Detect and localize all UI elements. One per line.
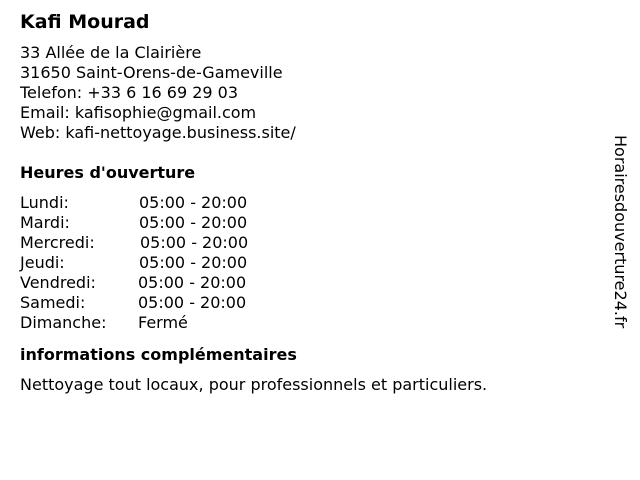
day-label: Lundi:	[20, 193, 69, 212]
address-line-2: 31650 Saint-Orens-de-Gameville	[20, 63, 283, 82]
time-value: 05:00 - 20:00	[140, 233, 249, 252]
time-value: 05:00 - 20:00	[139, 193, 248, 212]
hours-row-wednesday	[20, 233, 610, 253]
business-card	[20, 10, 610, 395]
day-label: Jeudi:	[20, 253, 65, 272]
hours-row-thursday	[20, 253, 610, 273]
time-value: 05:00 - 20:00	[139, 213, 248, 232]
address-line-1: 33 Allée de la Clairière	[20, 43, 202, 62]
phone-line[interactable]: Telefon: +33 6 16 69 29 03	[20, 83, 239, 102]
hours-row-sunday	[20, 313, 610, 333]
day-label: Mercredi:	[20, 233, 95, 252]
opening-hours-table	[20, 193, 610, 333]
time-value: 05:00 - 20:00	[138, 293, 247, 312]
hours-row-friday	[20, 273, 610, 293]
additional-info-title: informations complémentaires	[20, 345, 297, 364]
hours-row-monday	[20, 193, 610, 213]
opening-hours-title: Heures d'ouverture	[20, 163, 196, 182]
day-label: Mardi:	[20, 213, 70, 232]
time-value: 05:00 - 20:00	[138, 273, 247, 292]
side-brand-watermark: Horairesdouverture24.fr	[611, 135, 630, 329]
hours-row-saturday	[20, 293, 610, 313]
day-label: Vendredi:	[20, 273, 96, 292]
website-line[interactable]: Web: kafi-nettoyage.business.site/	[20, 123, 296, 142]
day-label: Samedi:	[20, 293, 86, 312]
business-name: Kafi Mourad	[20, 11, 150, 33]
time-value: 05:00 - 20:00	[139, 253, 248, 272]
time-value: Fermé	[138, 313, 188, 332]
additional-info-text: Nettoyage tout locaux, pour professionnels et particuliers.	[20, 375, 488, 394]
email-line[interactable]: Email: kafisophie@gmail.com	[20, 103, 257, 122]
day-label: Dimanche:	[20, 313, 107, 332]
side-brand-container	[611, 135, 633, 369]
hours-row-tuesday	[20, 213, 610, 233]
